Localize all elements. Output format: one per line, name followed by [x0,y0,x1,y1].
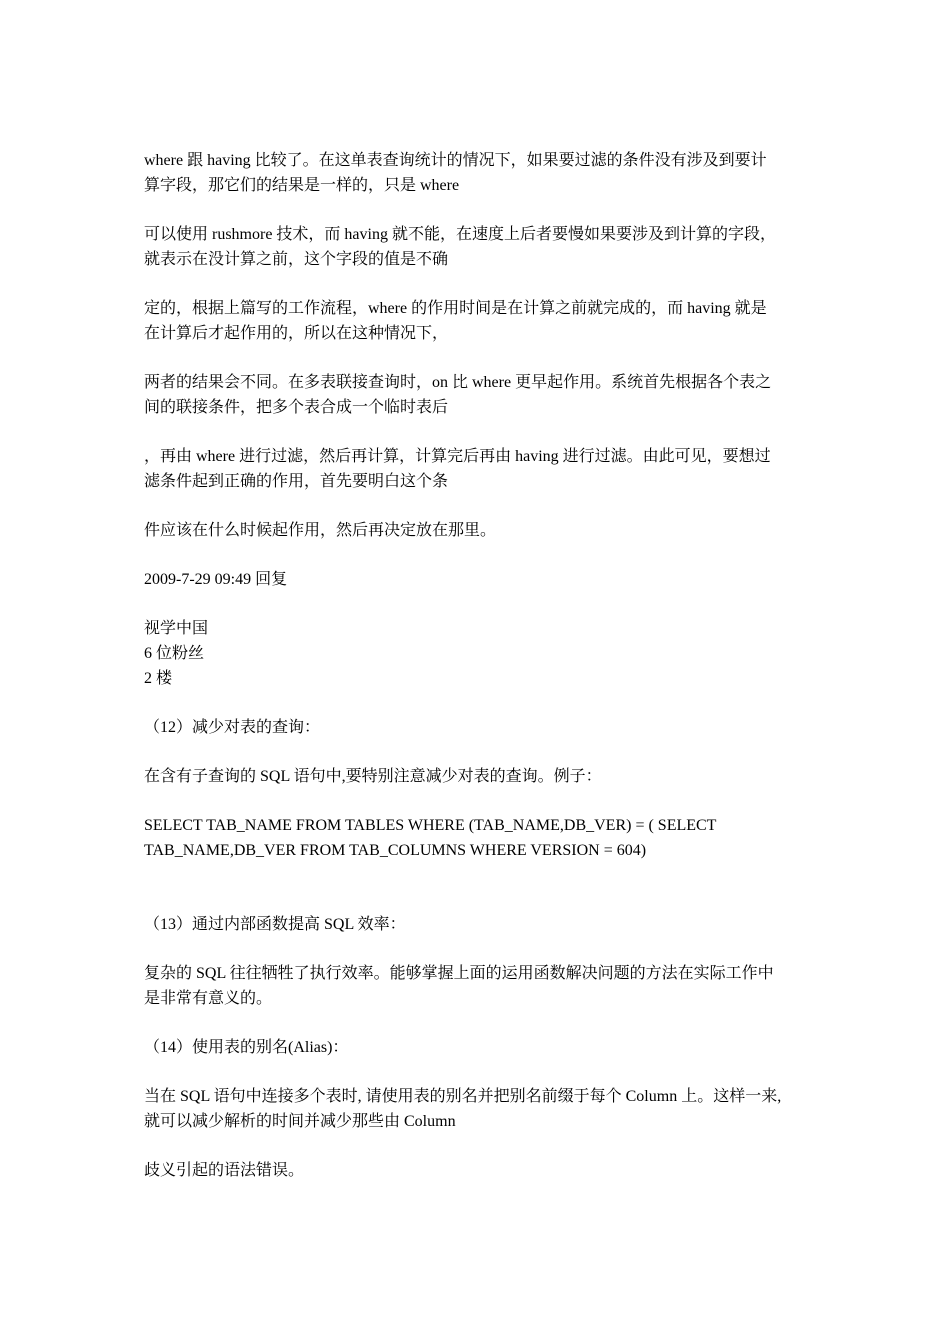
text-line: 算字段，那它们的结果是一样的，只是 where [144,177,460,194]
paragraph-workflow [144,296,816,346]
paragraph-conclusion [144,518,816,543]
text-line: where 跟 having 比较了。在这单表查询统计的情况下，如果要过滤的条件没有涉及到要计 [144,152,767,169]
reply-timestamp [144,567,816,592]
text-line: （12）减少对表的查询： [144,719,321,736]
text-line: 就可以减少解析的时间并减少那些由 Column [144,1113,456,1130]
text-line: 歧义引起的语法错误。 [144,1162,305,1179]
text-line: 就表示在没计算之前，这个字段的值是不确 [144,251,449,268]
paragraph-filter-order [144,444,816,494]
text-line: 滤条件起到正确的作用，首先要明白这个条 [144,473,449,490]
paragraph-rushmore [144,222,816,272]
document-body [144,148,816,1183]
paragraph-multi-table-join [144,370,816,420]
poster-name: 视学中国 [144,620,209,637]
text-line: 两者的结果会不同。在多表联接查询时，on 比 where 更早起作用。系统首先根据各个表之 [144,374,772,391]
text-line: （14）使用表的别名(Alias)： [144,1039,349,1056]
heading-14 [144,1035,816,1060]
text-line: 在含有子查询的 SQL 语句中,要特别注意减少对表的查询。例子： [144,768,602,785]
text-line: TAB_NAME,DB_VER FROM TAB_COLUMNS WHERE VERSION = 604) [144,842,647,859]
poster-info [144,616,816,691]
text-line: 件应该在什么时候起作用，然后再决定放在那里。 [144,522,497,539]
text-line: 间的联接条件，把多个表合成一个临时表后 [144,399,449,416]
text-line: 是非常有意义的。 [144,990,273,1007]
text-line: ，再由 where 进行过滤，然后再计算，计算完后再由 having 进行过滤。由此可见，要想过 [144,448,771,465]
paragraph-functions [144,961,816,1011]
heading-12 [144,715,816,740]
paragraph-where-having [144,148,816,198]
text-line: 在计算后才起作用的，所以在这种情况下， [144,325,449,342]
text-line: 定的，根据上篇写的工作流程，where 的作用时间是在计算之前就完成的，而 having 就是 [144,300,767,317]
paragraph-subquery [144,764,816,789]
text-line: （13）通过内部函数提高 SQL 效率： [144,916,406,933]
heading-13 [144,912,816,937]
poster-fans: 6 位粉丝 [144,645,205,662]
text-line: SELECT TAB_NAME FROM TABLES WHERE (TAB_NAME,DB_VER) = ( SELECT [144,817,717,834]
floor-number: 2 楼 [144,670,173,687]
text-line: 复杂的 SQL 往往牺牲了执行效率。能够掌握上面的运用函数解决问题的方法在实际工作中 [144,965,774,982]
sql-example [144,813,816,863]
text-line: 可以使用 rushmore 技术，而 having 就不能，在速度上后者要慢如果要涉及到计算的字段， [144,226,776,243]
paragraph-ambiguity [144,1158,816,1183]
paragraph-alias [144,1084,816,1134]
text-line: 当在 SQL 语句中连接多个表时, 请使用表的别名并把别名前缀于每个 Column 上。这样一来, [144,1088,782,1105]
text-line: 2009-7-29 09:49 回复 [144,571,288,588]
